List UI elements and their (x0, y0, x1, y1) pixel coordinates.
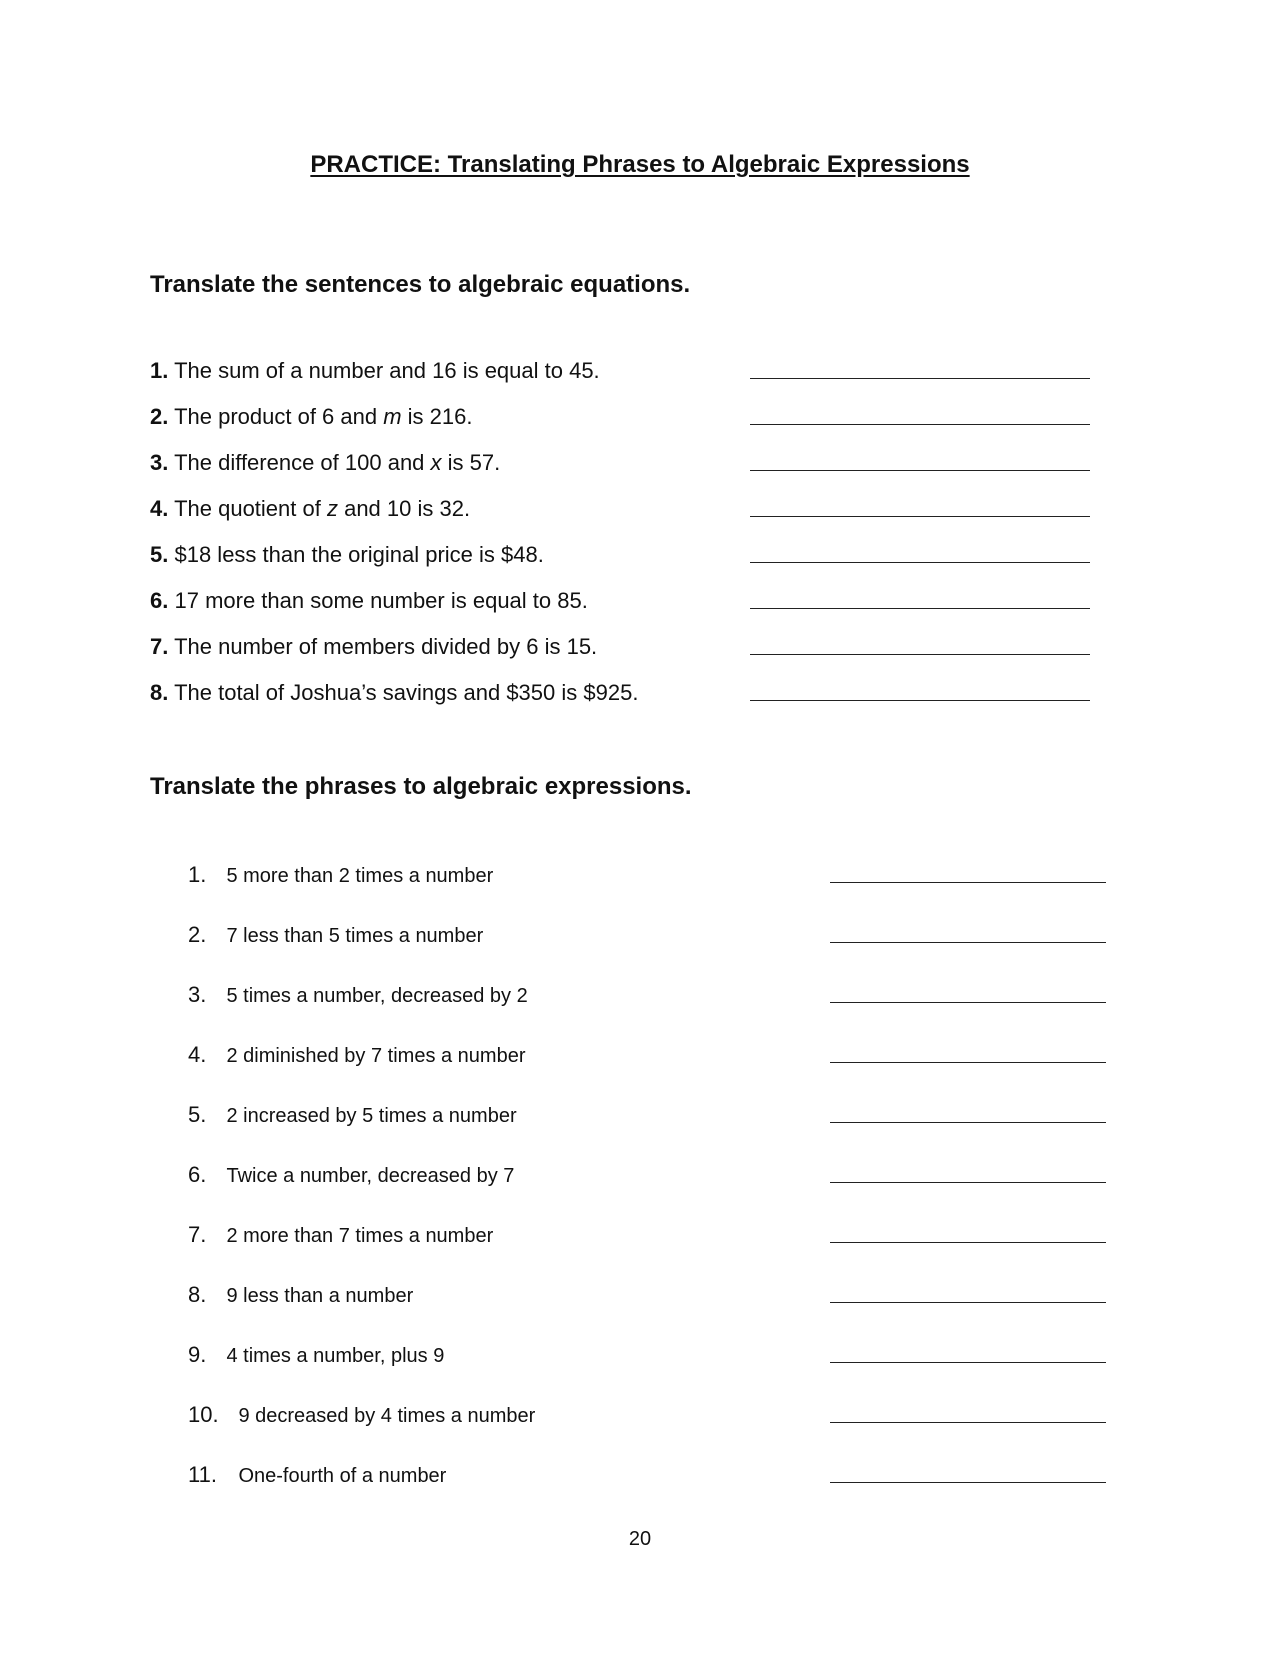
answer-blank[interactable] (750, 424, 1090, 425)
expressions-list (188, 860, 1108, 1520)
expression-text: Twice a number, decreased by 7 (226, 1165, 515, 1187)
answer-blank[interactable] (830, 1482, 1106, 1483)
answer-blank[interactable] (750, 700, 1090, 701)
answer-blank[interactable] (750, 516, 1090, 517)
expression-number: 6. (188, 1162, 207, 1187)
expression-item (188, 860, 1108, 920)
equation-text: The number of members divided by 6 is 15. (174, 634, 598, 659)
expression-number: 4. (188, 1042, 207, 1067)
equation-item (150, 356, 1100, 402)
expression-item (188, 1040, 1108, 1100)
page-title (0, 150, 1280, 180)
equation-number: 2. (150, 404, 169, 429)
equation-item (150, 632, 1100, 678)
expression-text: 9 decreased by 4 times a number (238, 1405, 536, 1427)
expressions-section-heading: Translate the phrases to algebraic expressions. (150, 773, 692, 800)
expression-item (188, 980, 1108, 1040)
expression-text: 2 increased by 5 times a number (226, 1105, 517, 1127)
expression-text: 2 diminished by 7 times a number (226, 1045, 526, 1067)
equation-item (150, 448, 1100, 494)
equation-item (150, 494, 1100, 540)
variable: z (326, 496, 338, 521)
equation-item (150, 402, 1100, 448)
expression-text: 7 less than 5 times a number (226, 925, 484, 947)
page-number: 20 (628, 1528, 652, 1550)
equation-text: $18 less than the original price is $48. (174, 542, 544, 567)
expression-text: One-fourth of a number (238, 1465, 447, 1487)
expression-number: 2. (188, 922, 207, 947)
expression-item (188, 1400, 1108, 1460)
equation-number: 3. (150, 450, 169, 475)
answer-blank[interactable] (830, 1242, 1106, 1243)
answer-blank[interactable] (830, 1362, 1106, 1363)
expression-number: 1. (188, 862, 207, 887)
equations-list (150, 356, 1100, 724)
equation-number: 8. (150, 680, 169, 705)
expression-item (188, 1220, 1108, 1280)
expression-text: 4 times a number, plus 9 (226, 1345, 445, 1367)
equation-number: 5. (150, 542, 169, 567)
variable: x (430, 450, 442, 475)
expression-item (188, 920, 1108, 980)
expression-item (188, 1340, 1108, 1400)
expression-item (188, 1280, 1108, 1340)
equation-text: The quotient of z and 10 is 32. (174, 496, 471, 521)
equation-text: The product of 6 and m is 216. (174, 404, 473, 429)
expression-item (188, 1460, 1108, 1520)
equation-text: 17 more than some number is equal to 85. (174, 588, 588, 613)
answer-blank[interactable] (750, 654, 1090, 655)
answer-blank[interactable] (830, 1182, 1106, 1183)
equation-item (150, 586, 1100, 632)
answer-blank[interactable] (750, 608, 1090, 609)
answer-blank[interactable] (830, 1122, 1106, 1123)
equation-text: The sum of a number and 16 is equal to 45. (174, 358, 600, 383)
variable: m (383, 404, 402, 429)
equation-number: 4. (150, 496, 169, 521)
equations-section-heading: Translate the sentences to algebraic equations. (150, 271, 691, 298)
answer-blank[interactable] (830, 1422, 1106, 1423)
page-title-text: PRACTICE: Translating Phrases to Algebraic Expressions (310, 151, 970, 178)
answer-blank[interactable] (750, 378, 1090, 379)
equation-number: 7. (150, 634, 169, 659)
equation-number: 6. (150, 588, 169, 613)
answer-blank[interactable] (830, 1002, 1106, 1003)
answer-blank[interactable] (830, 1062, 1106, 1063)
expression-number: 5. (188, 1102, 207, 1127)
expression-number: 8. (188, 1282, 207, 1307)
equation-item (150, 540, 1100, 586)
answer-blank[interactable] (830, 1302, 1106, 1303)
equation-text: The total of Joshua’s savings and $350 is $925. (174, 680, 639, 705)
expression-number: 3. (188, 982, 207, 1007)
equation-text: The difference of 100 and x is 57. (174, 450, 501, 475)
expression-number: 7. (188, 1222, 207, 1247)
expression-text: 2 more than 7 times a number (226, 1225, 494, 1247)
expression-text: 5 more than 2 times a number (226, 865, 494, 887)
expression-item (188, 1100, 1108, 1160)
expression-number: 10. (188, 1402, 219, 1427)
answer-blank[interactable] (750, 470, 1090, 471)
expression-item (188, 1160, 1108, 1220)
answer-blank[interactable] (830, 942, 1106, 943)
expression-number: 9. (188, 1342, 207, 1367)
expression-number: 11. (188, 1462, 217, 1487)
answer-blank[interactable] (830, 882, 1106, 883)
equation-number: 1. (150, 358, 169, 383)
expression-text: 5 times a number, decreased by 2 (226, 985, 528, 1007)
equation-item (150, 678, 1100, 724)
expression-text: 9 less than a number (226, 1285, 414, 1307)
answer-blank[interactable] (750, 562, 1090, 563)
